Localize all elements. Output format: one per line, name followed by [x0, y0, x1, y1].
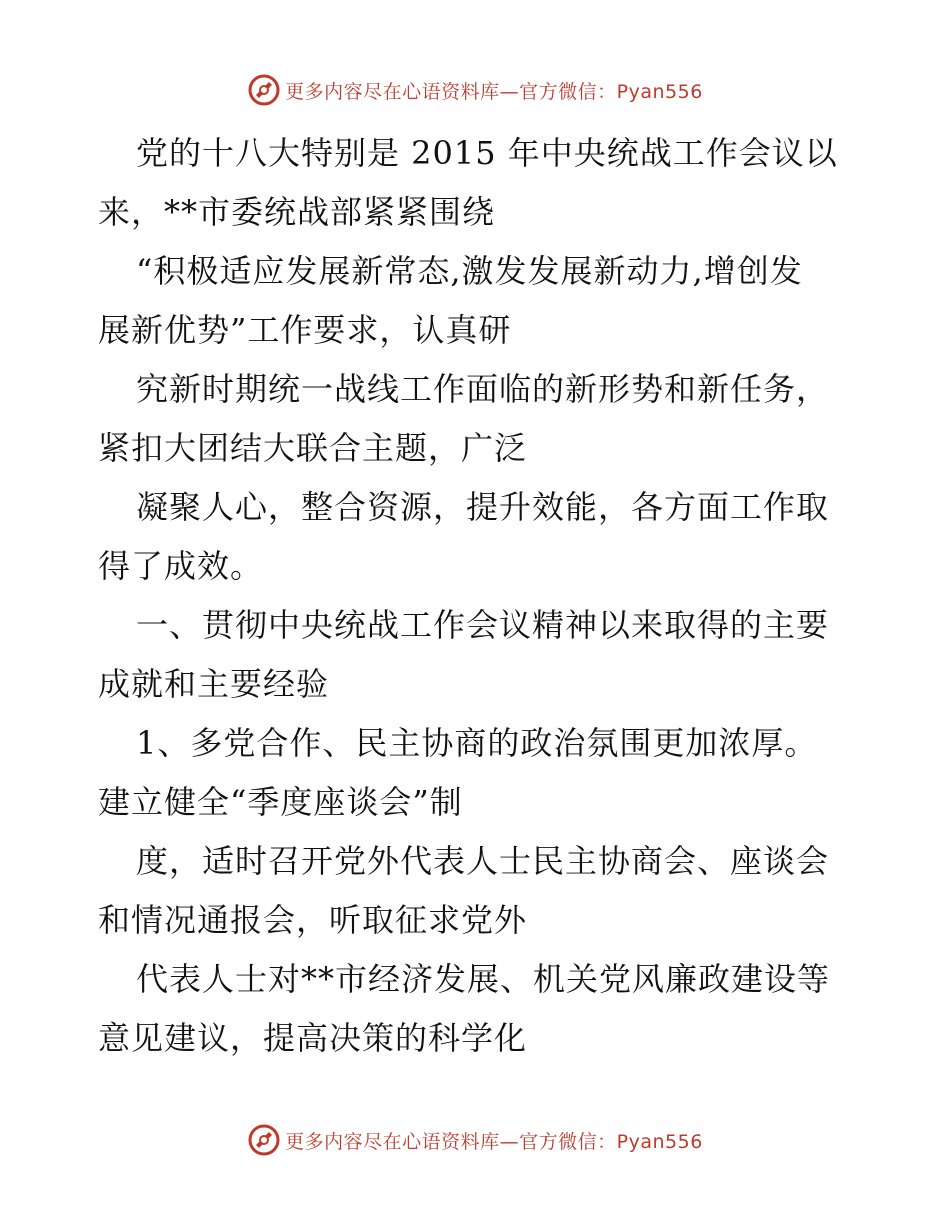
text-line-12: 建立健全“季度座谈会”制 — [98, 783, 463, 821]
text-line-7: 凝聚人心，整合资源，提升效能，各方面工作取 — [136, 488, 830, 526]
section-heading-1: 一、贯彻中央统战工作会议精神以来取得的主要 — [136, 606, 830, 644]
text-line-8: 得了成效。 — [98, 547, 264, 585]
header-banner-text: 更多内容尽在心语资料库—官方微信：Pyan556 — [285, 80, 703, 103]
footer-watermark-banner — [0, 1120, 950, 1160]
text-line-13: 度，适时召开党外代表人士民主协商会、座谈会 — [136, 842, 830, 880]
text-line-4: 展新优势”工作要求，认真研 — [98, 311, 512, 349]
text-line-15: 代表人士对**市经济发展、机关党风廉政建设等 — [136, 960, 831, 998]
document-body — [98, 124, 858, 1068]
section-heading-1-cont: 成就和主要经验 — [98, 665, 330, 703]
watermark-logo-icon — [247, 1123, 281, 1157]
text-line-16: 意见建议，提高决策的科学化 — [98, 1019, 528, 1057]
text-line-5: 究新时期统一战线工作面临的新形势和新任务， — [136, 370, 830, 408]
text-line-1: 党的十八大特别是 2015 年中央统战工作会议以 — [136, 134, 838, 172]
footer-banner-text: 更多内容尽在心语资料库—官方微信：Pyan556 — [285, 1130, 703, 1153]
text-line-3: “积极适应发展新常态,激发发展新动力,增创发 — [136, 252, 803, 290]
watermark-logo-icon — [247, 73, 281, 107]
text-line-6: 紧扣大团结大联合主题，广泛 — [98, 429, 528, 467]
text-line-11: 1、多党合作、民主协商的政治氛围更加浓厚。 — [136, 724, 818, 762]
text-line-2: 来，**市委统战部紧紧围绕 — [98, 193, 496, 231]
header-watermark-banner — [0, 70, 950, 110]
text-line-14: 和情况通报会，听取征求党外 — [98, 901, 528, 939]
